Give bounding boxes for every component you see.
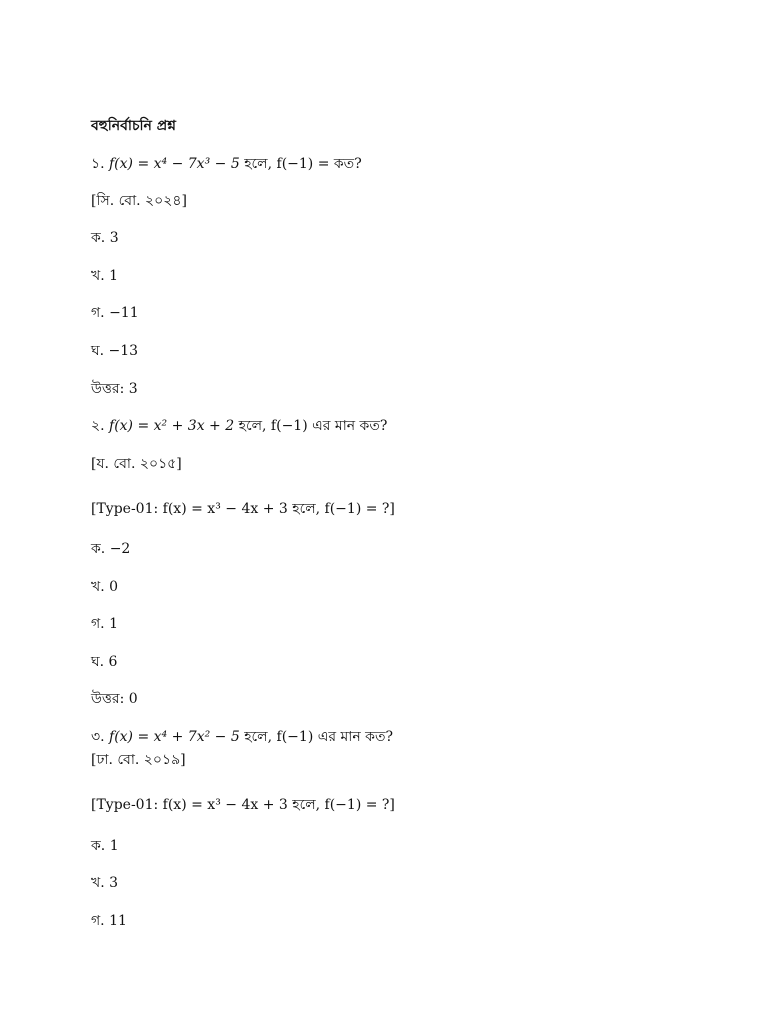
question-3-option-c: গ. 11 bbox=[91, 913, 127, 929]
question-1-option-d: ঘ. −13 bbox=[91, 343, 139, 359]
question-1-option-b: খ. 1 bbox=[91, 268, 119, 284]
question-2-stem bbox=[91, 417, 387, 435]
question-1-formula: f(x) = x⁴ − 7x³ − 5 bbox=[109, 156, 240, 172]
question-2-number: ২. bbox=[91, 418, 105, 434]
question-2-formula: f(x) = x² + 3x + 2 bbox=[109, 418, 235, 434]
question-2-answer: উত্তর: 0 bbox=[91, 691, 138, 707]
question-2-type-note: [Type-01: f(x) = x³ − 4x + 3 হলে, f(−1) = ?] bbox=[91, 501, 395, 517]
question-2-ask: f(−1) এর মান কত? bbox=[270, 418, 388, 434]
question-1-board: [সি. বো. ২০২৪] bbox=[91, 193, 187, 209]
question-3-connector: হলে, bbox=[244, 729, 273, 745]
question-2-option-a: ক. −2 bbox=[91, 541, 131, 557]
question-2-option-d: ঘ. 6 bbox=[91, 654, 118, 670]
section-heading: বহুনির্বাচনি প্রশ্ন bbox=[91, 118, 176, 134]
question-2-option-b: খ. 0 bbox=[91, 579, 119, 595]
question-2-connector: হলে, bbox=[238, 418, 267, 434]
question-3-stem bbox=[91, 728, 393, 746]
question-1-ask: f(−1) = কত? bbox=[276, 156, 362, 172]
question-3-option-a: ক. 1 bbox=[91, 838, 119, 854]
question-2-board: [য. বো. ২০১৫] bbox=[91, 456, 182, 472]
question-2-option-c: গ. 1 bbox=[91, 616, 118, 632]
question-3-ask: f(−1) এর মান কত? bbox=[276, 729, 393, 745]
question-3-board: [ঢা. বো. ২০১৯] bbox=[91, 752, 186, 768]
question-1-number: ১. bbox=[91, 156, 105, 172]
question-1-answer: উত্তর: 3 bbox=[91, 381, 138, 397]
question-1-connector: হলে, bbox=[244, 156, 273, 172]
question-3-formula: f(x) = x⁴ + 7x² − 5 bbox=[109, 729, 240, 745]
question-3-type-note: [Type-01: f(x) = x³ − 4x + 3 হলে, f(−1) = ?] bbox=[91, 797, 395, 813]
question-3-number: ৩. bbox=[91, 729, 105, 745]
question-1-option-a: ক. 3 bbox=[91, 230, 119, 246]
question-3-option-b: খ. 3 bbox=[91, 875, 119, 891]
question-1-stem bbox=[91, 155, 362, 173]
question-1-option-c: গ. −11 bbox=[91, 305, 139, 321]
